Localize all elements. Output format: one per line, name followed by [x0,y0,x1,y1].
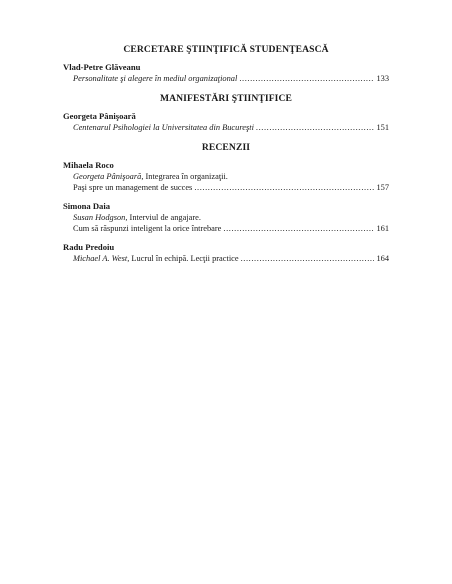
page-number: 164 [376,254,389,263]
page-number: 161 [376,224,389,233]
entry-author: Simona Daia [63,201,111,211]
entry-title: Personalitate şi alegere în mediul organizaţional [73,74,238,83]
dot-leader [223,223,374,234]
entry-author: Mihaela Roco [63,160,114,170]
book-title: , Integrarea în organizaţii. [141,172,228,181]
toc-entry [73,73,389,84]
page-number: 157 [376,183,389,192]
toc-entry [73,223,389,234]
dot-leader [194,182,374,193]
section-title: CERCETARE ŞTIINŢIFICĂ STUDENŢEASCĂ [123,44,329,55]
book-title-cont: Paşi spre un management de succes [73,183,193,192]
book-author: Susan Hodgson [73,213,126,222]
toc-entry [73,122,389,133]
dot-leader [256,122,375,133]
review-line [73,212,389,223]
page-number: 151 [376,123,389,132]
dot-leader [239,73,374,84]
entry-author: Radu Predoiu [63,242,115,252]
dot-leader [241,253,375,264]
entry-title: Centenarul Psihologiei la Universitatea din Bucureşti [73,123,254,132]
toc-section [63,93,389,133]
book-author: Georgeta Pânişoară [73,172,142,181]
book-title: , Interviul de angajare. [125,213,201,222]
book-title: , Lucrul în echipă. Lecţii practice [127,254,239,263]
toc-entry [73,182,389,193]
toc-section [63,142,389,264]
section-title: RECENZII [201,142,251,153]
toc-section [63,44,389,84]
entry-author: Georgeta Pânişoară [63,111,136,121]
book-author: Michael A. West [73,254,128,263]
book-title-cont: Cum să răspunzi inteligent la orice întrebare [73,224,222,233]
table-of-contents [63,44,389,264]
entry-author: Vlad-Petre Glăveanu [63,62,141,72]
toc-entry [73,253,389,264]
page-number: 133 [376,74,389,83]
review-line [73,171,389,182]
section-title: MANIFESTĂRI ŞTIINŢIFICE [159,93,293,104]
